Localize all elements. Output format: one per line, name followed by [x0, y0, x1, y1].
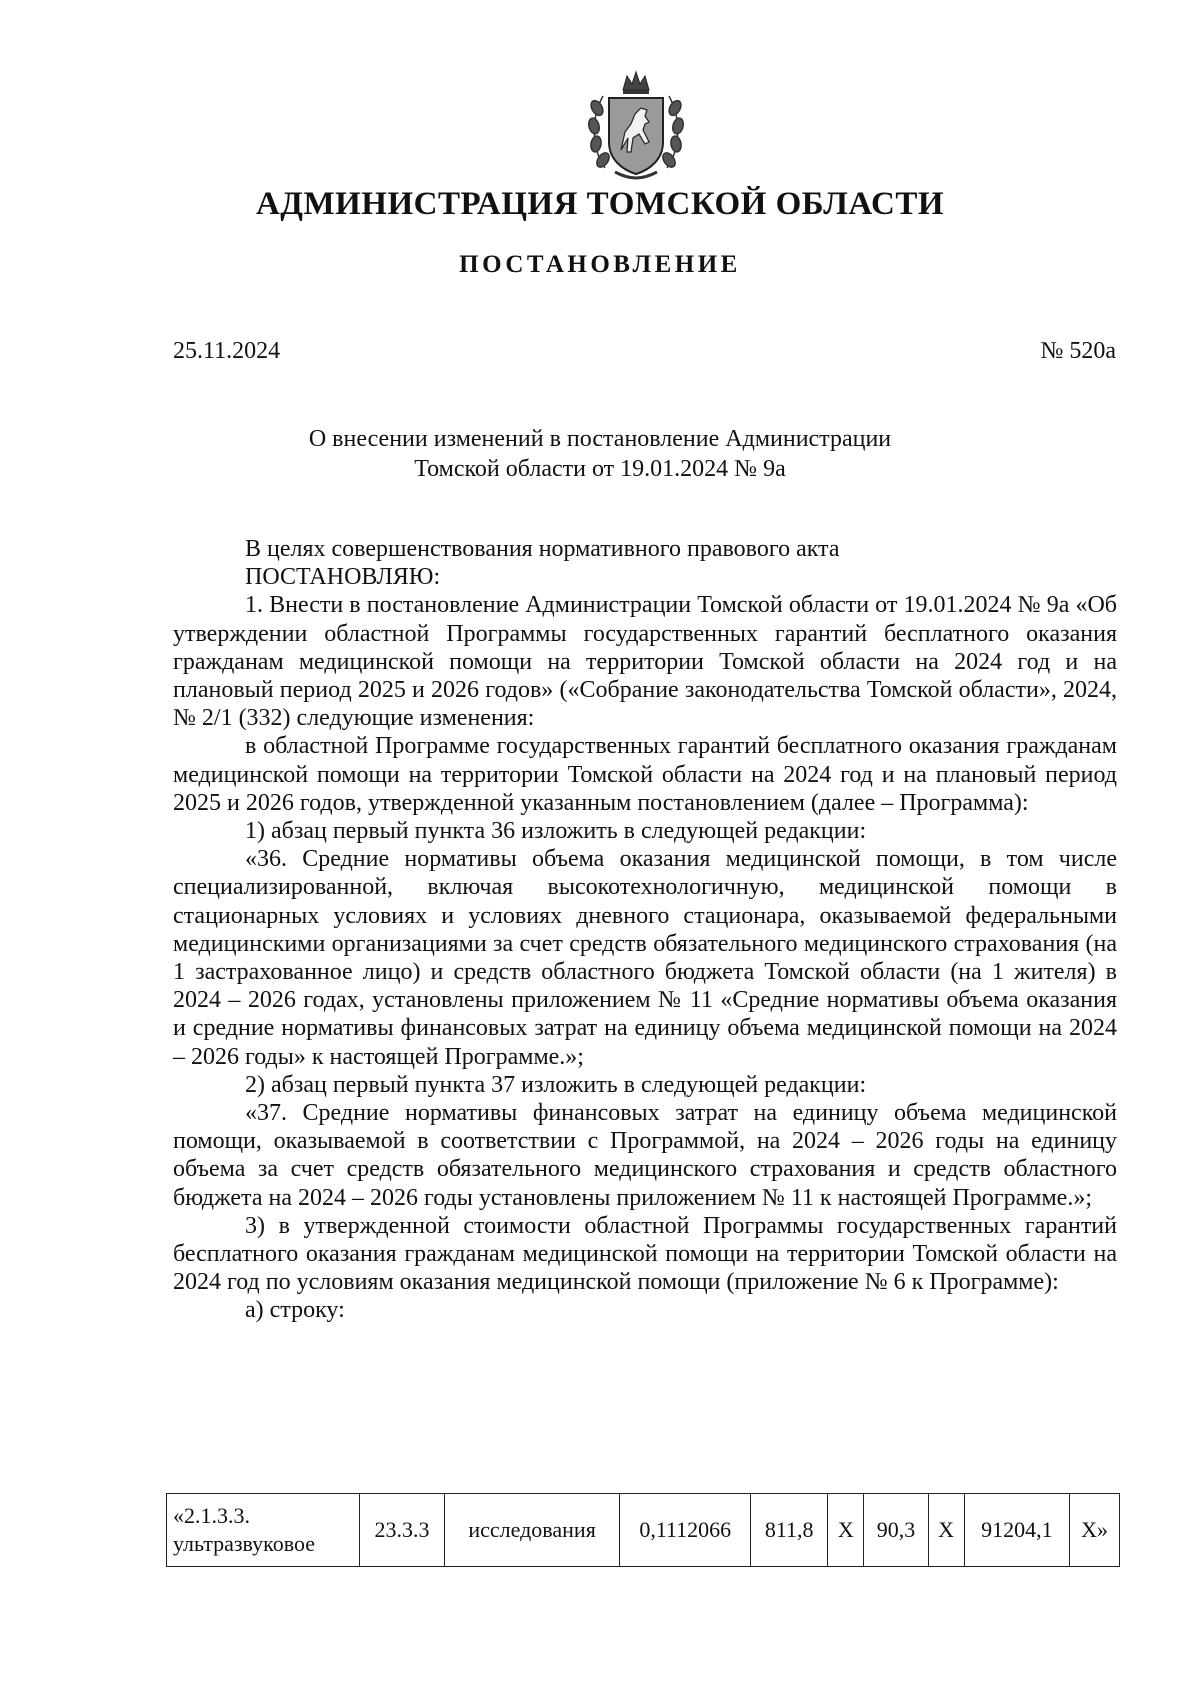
document-number: № 520а	[1040, 338, 1116, 364]
document-body	[173, 535, 1117, 1325]
cell-name-line-1: «2.1.3.3.	[173, 1503, 250, 1528]
table-cell-volume: 0,1112066	[620, 1494, 751, 1567]
document-date: 25.11.2024	[173, 338, 281, 364]
table-cell-col7: 90,3	[864, 1494, 928, 1567]
paragraph-decree-word: ПОСТАНОВЛЯЮ:	[245, 564, 441, 591]
paragraph-subitem-2: 2) абзац первый пункта 37 изложить в следующей редакции:	[245, 1071, 867, 1098]
organization-title: АДМИНИСТРАЦИЯ ТОМСКОЙ ОБЛАСТИ	[255, 186, 945, 222]
paragraph-clause-37: «37. Средние нормативы финансовых затрат на единицу объема медицинской помощи, оказываемой в соответствии с Программой, на 2024 – 2026 годы на единицу объема за счет средств обязательного медицинского страхования и средств областного бюджета на 2024 – 2026 годы установлены приложением № 11 к настоящей Программе.»;	[173, 1100, 1117, 1211]
coat-of-arms-emblem	[585, 68, 687, 180]
table-cell-col8: Х	[928, 1494, 964, 1567]
table-cell-unit: исследования	[444, 1494, 619, 1567]
table-cell-code: 23.3.3	[360, 1494, 445, 1567]
table-cell-col10: Х»	[1070, 1494, 1120, 1567]
paragraph-subitem-3: 3) в утвержденной стоимости областной Программы государственных гарантий бесплатного оказания гражданам медицинской помощи на территории Томской области на 2024 год по условиям оказания медицинской помощи (приложение № 6 к Программе):	[173, 1212, 1117, 1296]
table-cell-cost: 811,8	[751, 1494, 828, 1567]
table-cell-col9: 91204,1	[964, 1494, 1070, 1567]
cell-name-line-2: ультразвуковое	[173, 1531, 316, 1556]
amendment-table	[166, 1493, 1120, 1567]
paragraph-item-1: 1. Внести в постановление Администрации Томской области от 19.01.2024 № 9а «Об утверждении областной Программы государственных гарантий бесплатного оказания гражданам медицинской помощи на территории Томской области на 2024 год и на плановый период 2025 и 2026 годов» («Собрание законодательства Томской области», 2024, № 2/1 (332) следующие изменения:	[173, 592, 1117, 732]
paragraph-program-amendments: в областной Программе государственных гарантий бесплатного оказания гражданам медицинской помощи на территории Томской области на 2024 год и на плановый период 2025 и 2026 годов, утвержденной указанным постановлением (далее – Программа):	[173, 733, 1117, 816]
paragraph-purpose: В целях совершенствования нормативного правового акта	[245, 536, 840, 562]
document-type: ПОСТАНОВЛЕНИЕ	[459, 251, 741, 278]
paragraph-subitem-1: 1) абзац первый пункта 36 изложить в следующей редакции:	[245, 818, 867, 845]
table-cell-name	[167, 1494, 360, 1567]
paragraph-clause-36: «36. Средние нормативы объема оказания медицинской помощи, в том числе специализированной, включая высокотехнологичную, медицинской помощи в стационарных условиях и условиях дневного стационара, оказываемой федеральными медицинскими организациями за счет средств обязательного медицинского страхования (на 1 застрахованное лицо) и средств областного бюджета Томской области (на 1 жителя) в 2024 – 2026 годах, установлены приложением № 11 «Средние нормативы объема оказания и средние нормативы финансовых затрат на единицу объема медицинской помощи на 2024 – 2026 годы» к настоящей Программе.»;	[173, 846, 1117, 1070]
paragraph-line-a: а) строку:	[245, 1297, 345, 1324]
table-cell-col6: Х	[828, 1494, 864, 1567]
subject-line-1: О внесении изменений в постановление Администрации	[308, 426, 892, 452]
document-subject	[0, 424, 1200, 484]
subject-line-2: Томской области от 19.01.2024 № 9а	[414, 456, 786, 482]
table-row	[167, 1494, 1120, 1567]
